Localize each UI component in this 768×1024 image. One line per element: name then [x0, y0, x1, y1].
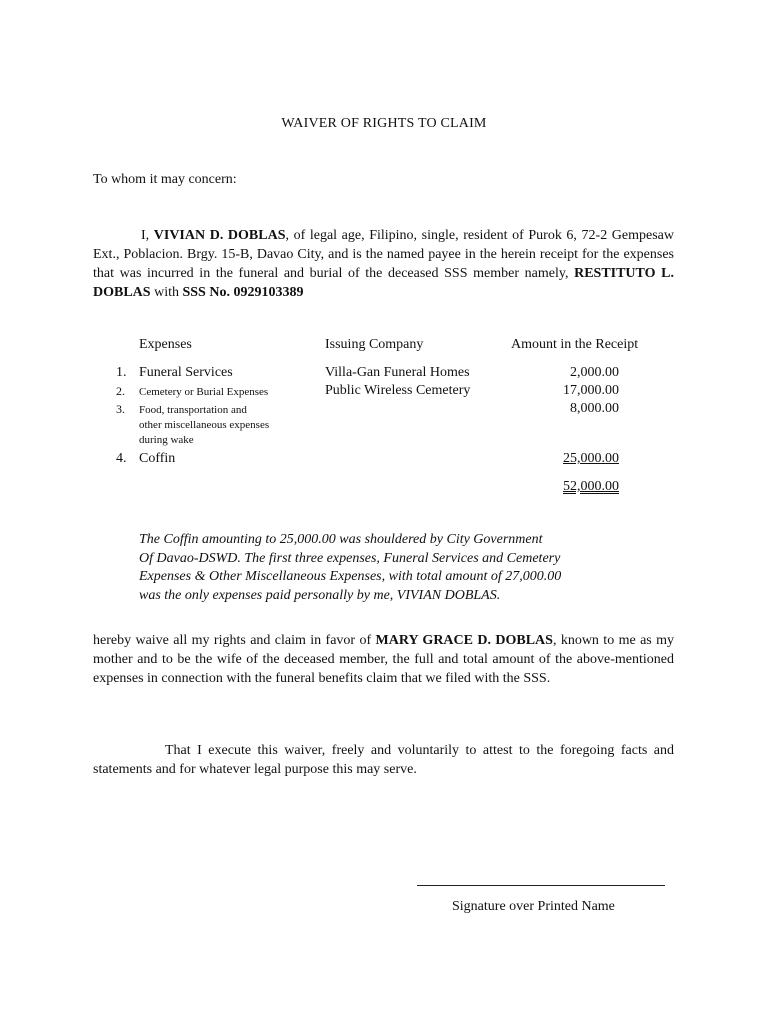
- row-4-amount: [519, 451, 619, 467]
- row-2-expense: Cemetery or Burial Expenses: [139, 386, 269, 398]
- row-4-expense: Coffin: [139, 451, 176, 466]
- row-4-number: 4.: [116, 451, 127, 466]
- note-line: was the only expenses paid personally by me, VIVIAN DOBLAS.: [139, 587, 501, 603]
- deceased-name: RESTITUTO L. DOBLAS: [93, 266, 674, 300]
- row-1-expense: Funeral Services: [139, 365, 233, 380]
- row-1-amount: 2,000.00: [570, 365, 619, 380]
- row-2-amount: 17,000.00: [563, 383, 619, 398]
- row-3-expense-line-3: during wake: [139, 434, 194, 446]
- p2-text-1: hereby waive all my rights and claim in favor of: [93, 633, 376, 648]
- document-title: WAIVER OF RIGHTS TO CLAIM: [281, 116, 487, 131]
- note-line: The Coffin amounting to 25,000.00 was shouldered by City Government: [139, 532, 543, 547]
- row-3-expense-line-1: Food, transportation and: [139, 404, 247, 416]
- header-expenses: Expenses: [139, 337, 192, 352]
- row-3-number: 3.: [116, 402, 125, 416]
- row-1-company: Villa-Gan Funeral Homes: [325, 365, 470, 380]
- row-4-amount-value: 25,000.00: [563, 451, 619, 466]
- header-issuing-company: Issuing Company: [325, 337, 424, 352]
- note-line: Of Davao-DSWD. The first three expenses, Funeral Services and Cemetery: [139, 550, 561, 566]
- beneficiary-name: MARY GRACE D. DOBLAS: [375, 633, 553, 648]
- row-3-amount: 8,000.00: [570, 401, 619, 416]
- row-1-number: 1.: [116, 365, 127, 380]
- p1-text-2: , of legal age, Filipino, single, resident of Purok 6, 72-2 Gempesaw Ext., Poblacion. Brgy. 15-B, Davao City, and is the named payee in the herein receipt for the expenses that was incurred in the funeral and burial of the deceased SSS member namely,: [93, 228, 674, 281]
- paragraph-declaration: [93, 226, 674, 302]
- row-2-company: Public Wireless Cemetery: [325, 383, 471, 398]
- coffin-note: [139, 531, 619, 605]
- paragraph-waiver: [93, 631, 674, 688]
- p1-text-1: I,: [141, 228, 154, 243]
- signature-label: Signature over Printed Name: [452, 899, 615, 914]
- signature-line: [417, 885, 665, 886]
- header-amount: Amount in the Receipt: [511, 337, 639, 352]
- total-amount-value: 52,000.00: [563, 479, 619, 494]
- row-2-number: 2.: [116, 384, 125, 398]
- p3-text: That I execute this waiver, freely and voluntarily to attest to the foregoing facts and statements and for whatever legal purpose this may serve.: [93, 743, 674, 777]
- sss-number: SSS No. 0929103389: [182, 285, 304, 300]
- p1-text-3: with: [150, 285, 183, 300]
- paragraph-attestation: [93, 741, 674, 779]
- declarant-name: VIVIAN D. DOBLAS: [153, 228, 286, 243]
- note-line: Expenses & Other Miscellaneous Expenses, with total amount of 27,000.00: [139, 569, 562, 584]
- salutation: To whom it may concern:: [93, 172, 237, 187]
- total-amount: [519, 479, 619, 495]
- p2-text-2: , known to me as my mother and to be the wife of the deceased member, the full and total amount of the above-mentioned expenses in connection with the funeral benefits claim that we filed with the SSS.: [93, 633, 674, 686]
- row-3-expense-line-2: other miscellaneous expenses: [139, 419, 270, 431]
